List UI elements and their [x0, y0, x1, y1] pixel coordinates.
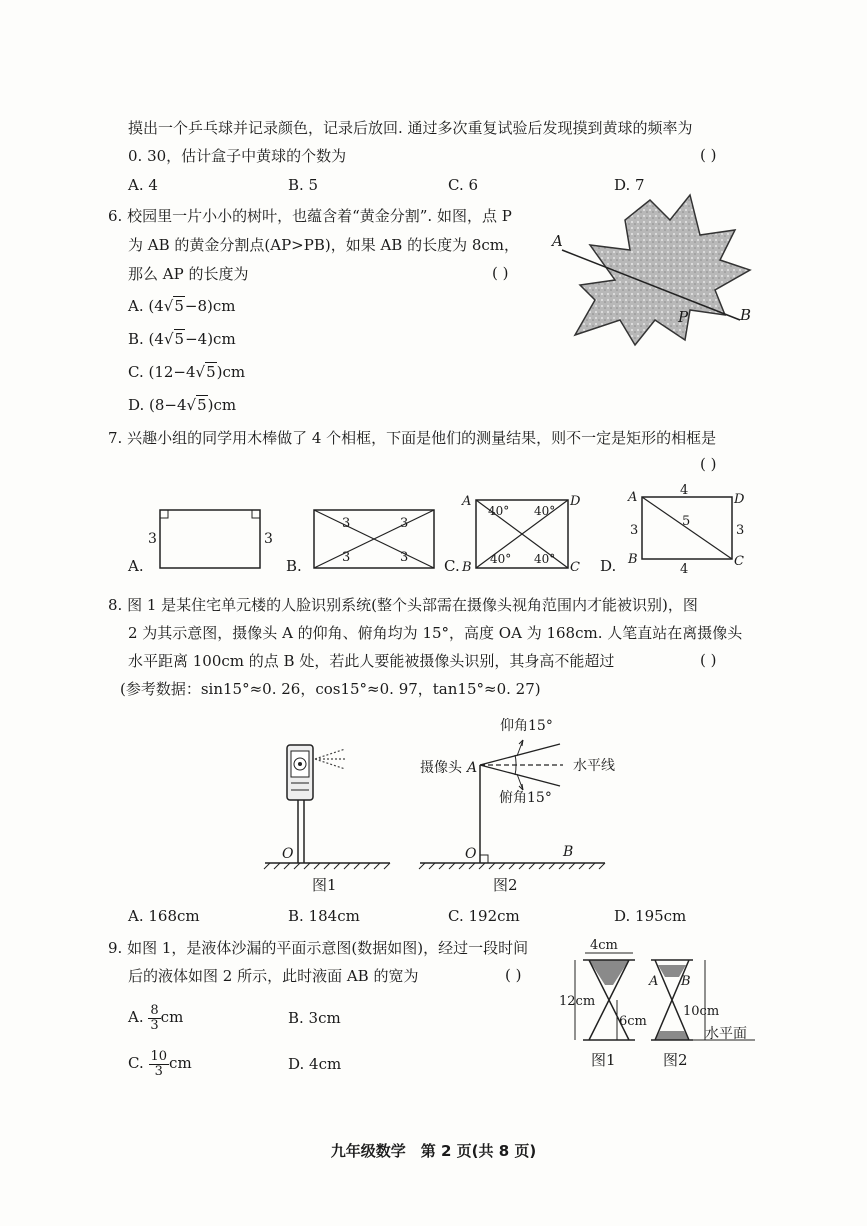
q5-option-c: C. 6 — [448, 176, 479, 194]
frame-c-angle3: 40° — [490, 552, 512, 566]
fig1-caption: 图1 — [312, 876, 337, 894]
label-b: B — [740, 306, 752, 324]
fig2-height: 10cm — [683, 1004, 720, 1019]
fig2-label-camera: 摄像头 — [420, 760, 462, 776]
fig1-half: 6cm — [619, 1014, 647, 1029]
fig2-caption: 图2 — [663, 1051, 688, 1069]
q8-option-b: B. 184cm — [288, 907, 360, 925]
q8-option-c: C. 192cm — [448, 907, 520, 925]
q7-answer-paren: ( ) — [700, 455, 717, 473]
q6-option-a: A. (4√5−8)cm — [128, 297, 236, 315]
fig2-bottom-liquid — [655, 1031, 689, 1040]
q9-option-c: C. $\frac{10}{3}$ cm — [128, 1048, 192, 1079]
q7-label-d: D. — [600, 557, 617, 575]
frame-c-angle4: 40° — [534, 552, 556, 566]
frame-a — [160, 510, 260, 568]
q5-option-a: A. 4 — [128, 176, 158, 194]
fig1-top-width: 4cm — [590, 938, 618, 953]
frame-c-label-b: B — [462, 560, 472, 575]
q9-text-line2: 后的液体如图 2 所示，此时液面 AB 的宽为 — [128, 967, 419, 985]
label-a: A — [552, 232, 563, 250]
frame-d-left: 3 — [630, 523, 639, 538]
q7-text-line1: 7. 兴趣小组的同学用木棒做了 4 个相框，下面是他们的测量结果，则不一定是矩形的相框是 — [108, 429, 717, 447]
frame-d-label-d: D — [734, 492, 745, 507]
fig2-caption: 图2 — [493, 876, 518, 894]
q8-answer-paren: ( ) — [700, 651, 717, 669]
q6-text-line3: 那么 AP 的长度为 — [128, 265, 249, 283]
frame-d-diag: 5 — [682, 514, 691, 529]
camera-beam — [315, 749, 345, 769]
fig2-label-a: A — [467, 760, 478, 776]
frame-d-label-a: A — [628, 490, 638, 505]
q5-option-d: D. 7 — [614, 176, 645, 194]
q7-label-c: C. — [444, 557, 460, 575]
q9-option-b: B. 3cm — [288, 1009, 341, 1027]
q6-leaf-figure — [540, 190, 770, 360]
q6-text-line2: 为 AB 的黄金分割点(AP>PB)，如果 AB 的长度为 8cm， — [128, 236, 520, 254]
frame-b-d3: 3 — [342, 550, 351, 565]
fig1-height: 12cm — [559, 994, 596, 1009]
q8-figure2 — [415, 710, 635, 895]
fig2-label-down: 俯角15° — [499, 790, 552, 806]
q8-text-line2: 2 为其示意图，摄像头 A 的仰角、俯角均为 15°，高度 OA 为 168cm. 人笔直站在离摄像头 — [128, 624, 743, 642]
label-p: P — [678, 308, 689, 326]
q6-option-d: D. (8−4√5)cm — [128, 396, 237, 414]
fig2-label-o: O — [465, 846, 477, 862]
q9-answer-paren: ( ) — [505, 966, 522, 984]
fig2-label-horizontal: 水平线 — [573, 758, 615, 774]
frame-c-label-a: A — [462, 494, 472, 509]
q6-answer-paren: ( ) — [492, 264, 509, 282]
fig2-label-up: 仰角15° — [500, 718, 553, 734]
q7-label-b: B. — [286, 557, 302, 575]
fig2-label-a: A — [649, 974, 659, 989]
q7-label-a: A. — [128, 557, 144, 575]
q9-option-a: A. $\frac{8}{3}$ cm — [128, 1002, 184, 1033]
q8-option-a: A. 168cm — [128, 907, 200, 925]
frame-a-right: 3 — [264, 531, 273, 547]
q8-reference-data: (参考数据：sin15°≈0. 26，cos15°≈0. 97，tan15°≈0. 27) — [120, 680, 541, 698]
q5-answer-paren: ( ) — [700, 146, 717, 164]
fig1-label-o: O — [282, 846, 294, 862]
q8-text-line3: 水平距离 100cm 的点 B 处，若此人要能被摄像头识别，其身高不能超过 — [128, 652, 615, 670]
q5-text-line1: 摸出一个乒乓球并记录颜色，记录后放回. 通过多次重复试验后发现摸到黄球的频率为 — [128, 119, 693, 137]
q8-option-d: D. 195cm — [614, 907, 687, 925]
q7-frames-figure — [120, 485, 780, 580]
q9-text-line1: 9. 如图 1，是液体沙漏的平面示意图(数据如图)，经过一段时间 — [108, 939, 529, 957]
frame-d-top: 4 — [680, 483, 689, 498]
q6-option-b: B. (4√5−4)cm — [128, 330, 236, 348]
q6-text-line1: 6. 校园里一片小小的树叶，也蕴含着“黄金分割”. 如图，点 P — [108, 207, 512, 225]
frame-d-label-c: C — [734, 554, 744, 569]
fig2-label-b: B — [681, 974, 691, 989]
frame-c-label-d: D — [570, 494, 581, 509]
fig1-caption: 图1 — [591, 1051, 616, 1069]
q8-figure1 — [260, 735, 400, 895]
frame-b-d1: 3 — [342, 516, 351, 531]
q5-text-line2: 0. 30，估计盒子中黄球的个数为 — [128, 147, 347, 165]
page-footer: 九年级数学 第 2 页(共 8 页) — [330, 1142, 537, 1160]
q6-option-c: C. (12−4√5)cm — [128, 363, 246, 381]
q9-hourglass-figure — [555, 935, 765, 1075]
frame-d-bottom: 4 — [680, 562, 689, 577]
frame-d-right: 3 — [736, 523, 745, 538]
frame-c-angle2: 40° — [534, 504, 556, 518]
frame-b-d4: 3 — [400, 550, 409, 565]
frame-c-angle1: 40° — [488, 504, 510, 518]
fig2-label-b: B — [563, 844, 574, 860]
fig2-level: 水平面 — [705, 1026, 747, 1042]
frame-b-d2: 3 — [400, 516, 409, 531]
frame-a-left: 3 — [148, 531, 157, 547]
q5-option-b: B. 5 — [288, 176, 319, 194]
frame-c-label-c: C — [570, 560, 580, 575]
leaf-shape — [575, 195, 750, 345]
frame-d-label-b: B — [628, 552, 638, 567]
q9-option-d: D. 4cm — [288, 1055, 342, 1073]
q8-text-line1: 8. 图 1 是某住宅单元楼的人脸识别系统(整个头部需在摄像头视角范围内才能被识别)，图 — [108, 596, 698, 614]
